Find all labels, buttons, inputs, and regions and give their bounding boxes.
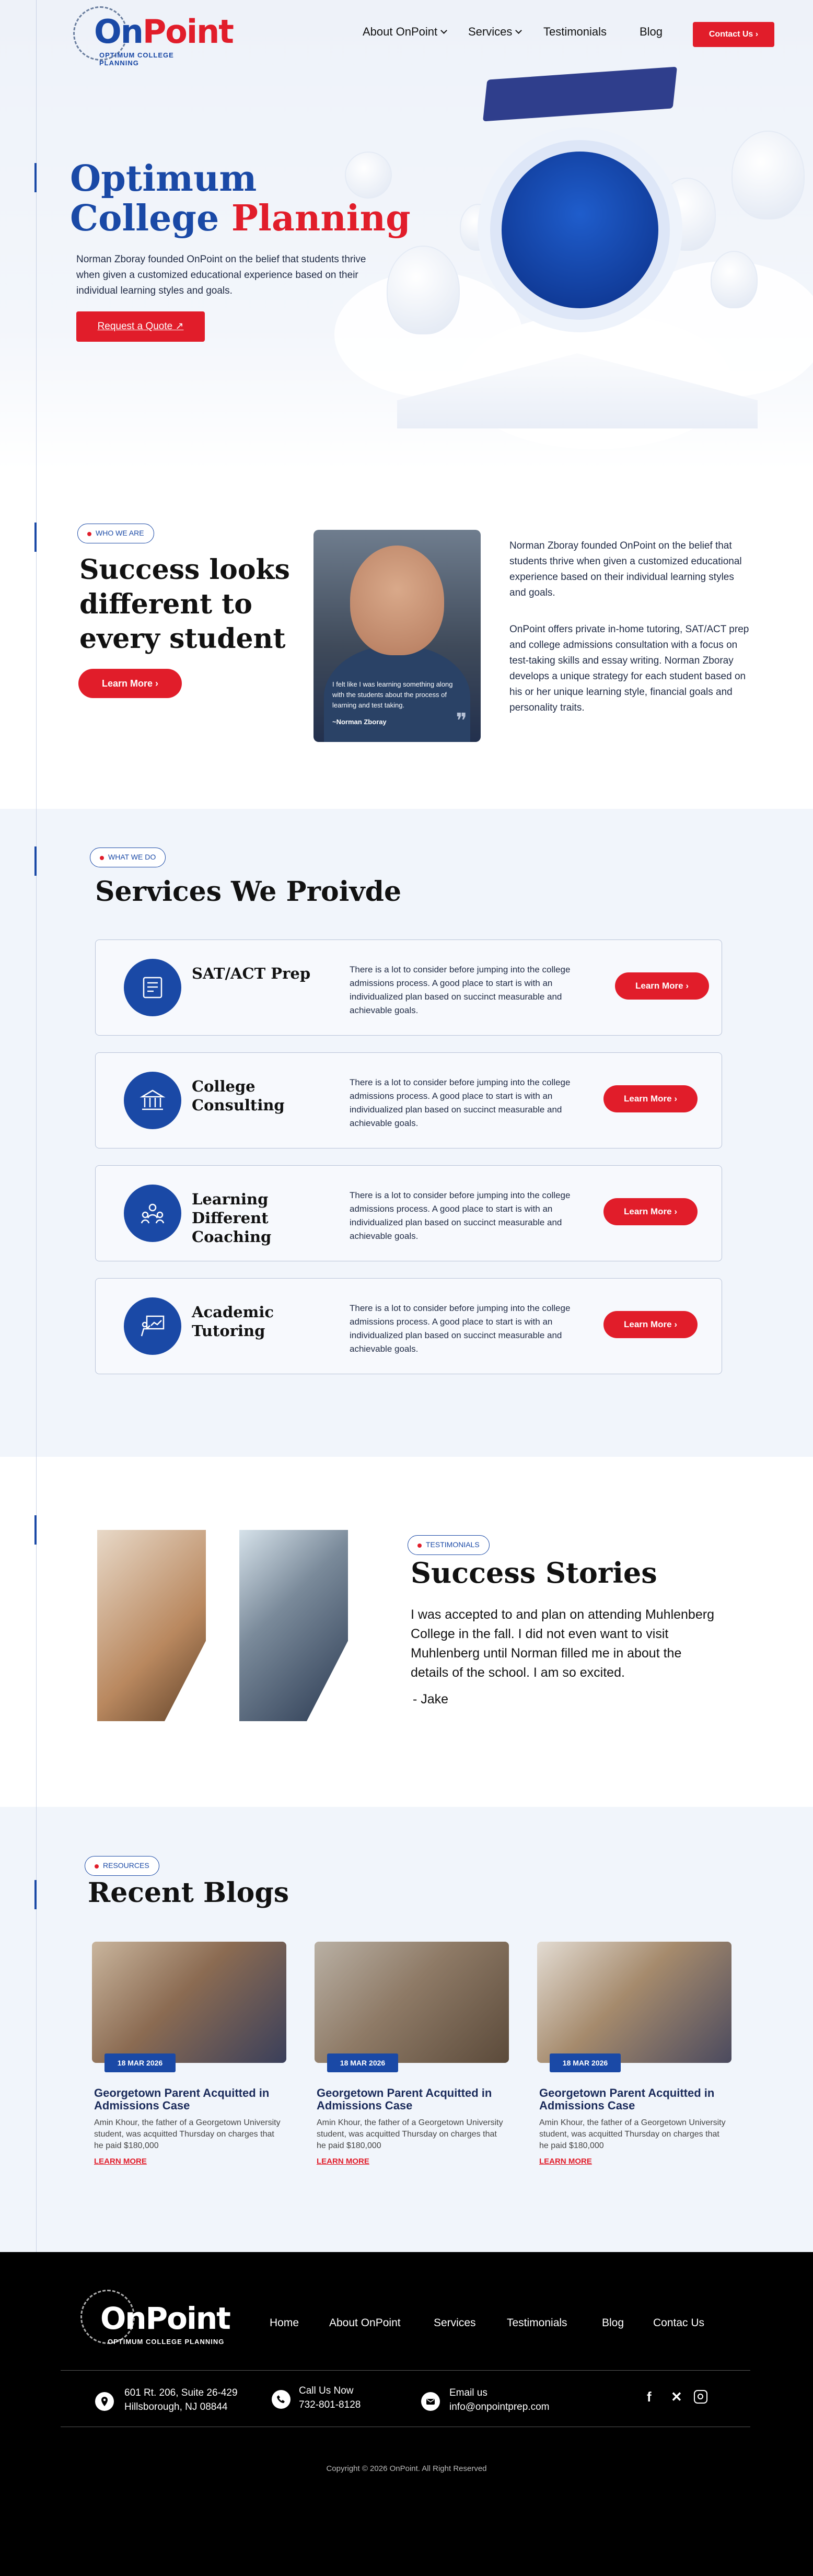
service-card-learning-coaching [95,1165,722,1261]
who-learn-more-button[interactable]: Learn More › [78,669,182,698]
who-paragraph-1: Norman Zboray founded OnPoint on the belief that students thrive when given a customized educational experience based on their individual learning styles and goals. [509,540,742,598]
footer-nav-about[interactable]: About OnPoint [329,2317,401,2329]
footer-phone[interactable]: Call Us Now 732-801-8128 [299,2385,361,2410]
email-icon [421,2392,440,2411]
who-paragraph-2: OnPoint offers private in-home tutoring, SAT/ACT prep and college admissions consultation with a focus on test-taking skills and essay writing. Norman Zboray develops a unique strategy for each student based on his or her unique learning style, financial goals and personality traits. [509,624,749,713]
blog-date-badge: 18 MAR 2026 [550,2053,621,2072]
service-description: There is a lot to consider before jumping into the college admissions process. A good place to start is with an individualized plan based on succinct measurable and achievable goals. [350,1303,571,1354]
services-title: Services We Proivde [95,876,402,908]
chevron-down-icon [440,27,447,34]
blog-excerpt: Amin Khour, the father of a Georgetown University student, was acquitted Thursday on charges that he paid $180,000 [317,2118,503,2150]
blog-title[interactable]: Georgetown Parent Acquitted in Admissions Case [317,2086,492,2112]
section-marker [34,1515,37,1545]
request-quote-button[interactable]: Request a Quote ↗ [76,311,205,342]
copyright: Copyright © 2026 OnPoint. All Right Reserved [326,2464,487,2473]
who-we-are-tag: WHO WE ARE [77,524,154,543]
founder-name: ~Norman Zboray [332,718,387,726]
who-title: Success looks different to every student [79,554,290,655]
lightbulb-decoration [711,251,758,308]
footer-divider [61,2370,750,2371]
contact-us-button[interactable]: Contact Us › [693,22,774,47]
testimonial-text: I was accepted to and plan on attending Muhlenberg College in the fall. I did not even want to visit Muhlenberg until Norman filled me in about the details of the school. I am so excited. [411,1607,714,1680]
service-description: There is a lot to consider before jumping into the college admissions process. A good place to start is with an individualized plan based on succinct measurable and achievable goals. [350,1077,571,1128]
footer-nav-home[interactable]: Home [270,2317,299,2329]
testimonials-title: Success Stories [411,1556,657,1589]
footer-nav-services[interactable]: Services [434,2317,476,2329]
lightbulb-decoration [731,131,805,219]
service-name: Learning Different Coaching [192,1190,272,1246]
facebook-icon[interactable]: f [647,2389,652,2405]
footer-logo[interactable]: OnPoint OPTIMUM COLLEGE PLANNING [80,2290,237,2352]
vertical-guide-line [36,0,37,2252]
phone-icon [272,2390,291,2409]
section-marker [34,523,37,552]
group-coaching-icon [124,1185,181,1242]
footer-address: 601 Rt. 206, Suite 26-429 Hillsborough, NJ 08844 [124,2387,238,2412]
service-card-sat-act [95,939,722,1036]
service-learn-more-button[interactable]: Learn More › [603,1311,698,1338]
testimonial-student-photo [97,1530,206,1721]
hero-description: Norman Zboray founded OnPoint on the belief that students thrive when given a customized educational experience based on their individual learning styles and goals. [76,254,366,296]
service-learn-more-button[interactable]: Learn More › [603,1085,698,1112]
section-marker [34,1880,37,1909]
lightbulb-decoration [387,246,460,334]
blogs-title: Recent Blogs [88,1877,289,1909]
service-name: Academic Tutoring [192,1303,274,1340]
college-building-icon [124,1072,181,1129]
logo-tagline: OPTIMUM COLLEGE PLANNING [99,51,174,67]
whiteboard-teacher-icon [124,1297,181,1355]
service-card-academic-tutoring [95,1278,722,1374]
blog-learn-more-link[interactable]: LEARN MORE [317,2157,369,2166]
nav-testimonials[interactable]: Testimonials [543,25,607,38]
nav-services[interactable]: Services [468,25,521,39]
x-icon[interactable]: ✕ [671,2389,682,2405]
footer-nav-testimonials[interactable]: Testimonials [507,2317,567,2329]
service-learn-more-button[interactable]: Learn More › [615,972,709,1000]
footer-nav-blog[interactable]: Blog [602,2317,624,2329]
blog-excerpt: Amin Khour, the father of a Georgetown University student, was acquitted Thursday on charges that he paid $180,000 [94,2118,281,2150]
site-header [0,0,813,68]
service-name: SAT/ACT Prep [192,965,311,982]
onpoint-logo[interactable]: OnPoint OPTIMUM COLLEGE PLANNING [73,6,209,64]
blog-excerpt: Amin Khour, the father of a Georgetown University student, was acquitted Thursday on charges that he paid $180,000 [539,2118,726,2150]
chevron-down-icon [515,27,522,34]
blog-image [92,1942,286,2063]
footer-nav-contact[interactable]: Contac Us [653,2317,705,2329]
blog-image [315,1942,509,2063]
blog-title[interactable]: Georgetown Parent Acquitted in Admissions Case [94,2086,270,2112]
testimonial-student-photo [239,1530,348,1721]
section-marker [34,846,37,876]
blog-date-badge: 18 MAR 2026 [104,2053,176,2072]
founder-photo-card [313,530,481,742]
location-pin-icon [95,2392,114,2411]
blog-learn-more-link[interactable]: LEARN MORE [94,2157,147,2166]
instagram-icon[interactable] [694,2390,707,2404]
nav-about[interactable]: About OnPoint [363,25,446,39]
service-description: There is a lot to consider before jumping into the college admissions process. A good place to start is with an individualized plan based on succinct measurable and achievable goals. [350,1190,571,1241]
graduation-bulb-illustration [502,152,658,308]
blog-image [537,1942,731,2063]
blog-title[interactable]: Georgetown Parent Acquitted in Admissions Case [539,2086,715,2112]
testimonials-tag: TESTIMONIALS [408,1535,490,1555]
blog-learn-more-link[interactable]: LEARN MORE [539,2157,592,2166]
graduation-cap-icon [483,67,677,122]
test-prep-icon [124,959,181,1016]
hero-title: Optimum College Planning [70,158,411,239]
testimonial-author: - Jake [413,1692,449,1707]
lightbulb-decoration [460,204,496,251]
what-we-do-tag: WHAT WE DO [90,848,166,867]
blog-date-badge: 18 MAR 2026 [327,2053,398,2072]
quote-mark-icon: ❞ [456,709,467,733]
footer-email[interactable]: Email us info@onpointprep.com [449,2387,550,2412]
hero-section [0,0,813,470]
logo-tagline: OPTIMUM COLLEGE PLANNING [108,2338,225,2346]
resources-tag: RESOURCES [85,1856,159,1876]
service-description: There is a lot to consider before jumping into the college admissions process. A good place to start is with an individualized plan based on succinct measurable and achievable goals. [350,965,571,1015]
service-learn-more-button[interactable]: Learn More › [603,1198,698,1225]
founder-face [350,546,444,655]
service-card-college-consulting [95,1052,722,1148]
founder-quote: I felt like I was learning something along with the students about the process of learning and test taking. [332,680,453,709]
lightbulb-decoration [658,178,716,251]
service-name: College Consulting [192,1077,285,1114]
section-marker [34,163,37,192]
site-footer [0,2252,813,2576]
nav-blog[interactable]: Blog [640,25,663,38]
